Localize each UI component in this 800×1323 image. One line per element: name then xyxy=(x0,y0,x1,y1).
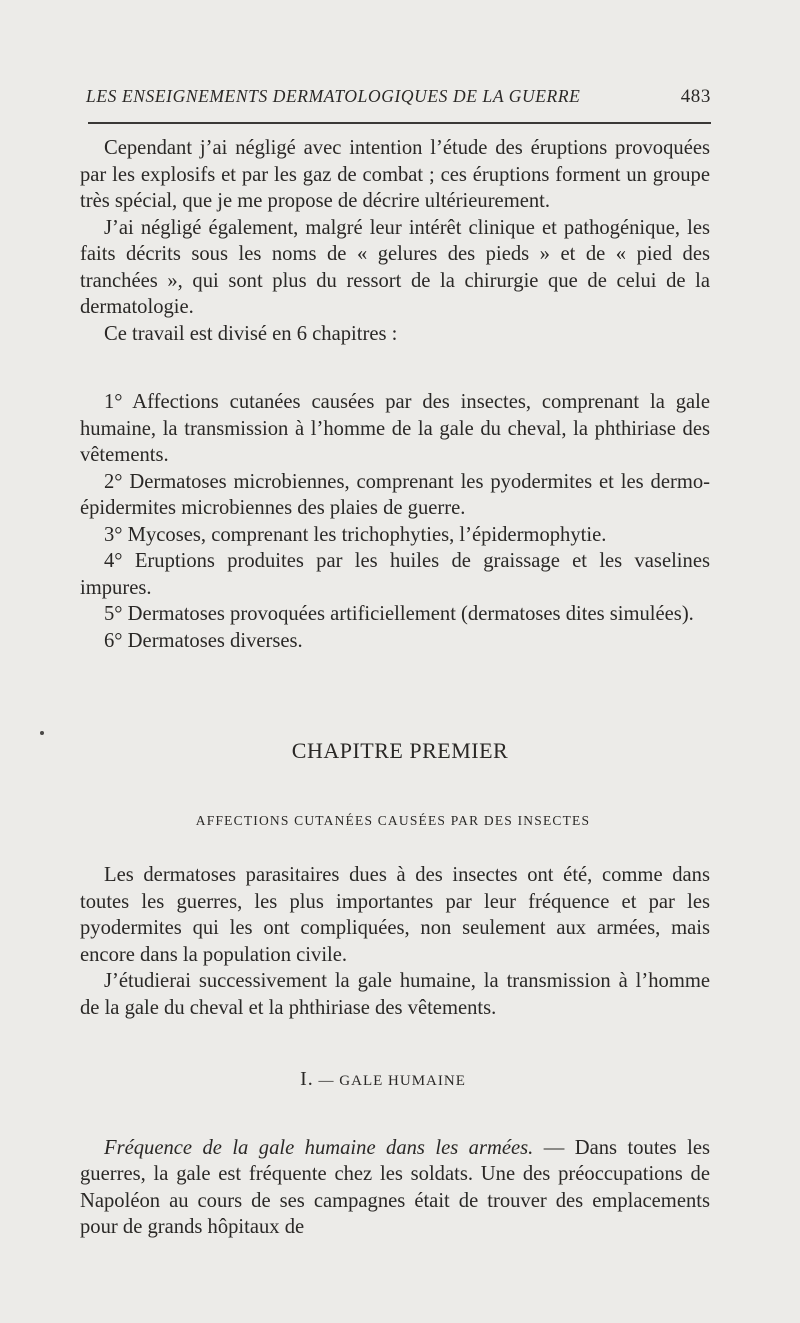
header-rule xyxy=(88,122,711,124)
section-lead: Fréquence de la gale humaine dans les armées. xyxy=(104,1136,534,1159)
page-number: 483 xyxy=(680,86,711,107)
chapter-list xyxy=(80,389,710,654)
intro-paragraph: J’ai négligé également, malgré leur intérêt clinique et pathogénique, les faits décrits sous les noms de « gelures des pieds » et de « pied des tranchées », qui sont plus du ressort de la chirurgie que de celui de la dermatologie. xyxy=(80,216,710,318)
running-title: LES ENSEIGNEMENTS DERMATOLOGIQUES DE LA GUERRE xyxy=(86,86,581,106)
chapter-text xyxy=(80,862,710,1021)
section-heading xyxy=(0,1068,766,1091)
intro-text xyxy=(80,135,710,347)
intro-paragraph: Ce travail est divisé en 6 chapitres : xyxy=(104,322,398,345)
list-item: 6° Dermatoses diverses. xyxy=(104,629,303,652)
chapter-heading: CHAPITRE PREMIER xyxy=(291,738,509,763)
section-title: GALE HUMAINE xyxy=(339,1073,466,1089)
list-item: 1° Affections cutanées causées par des insectes, comprenant la gale humaine, la transmission à l’homme de la gale du cheval, la phthiriase des vêtements. xyxy=(80,391,710,466)
section-number: I. xyxy=(300,1068,314,1090)
margin-mark xyxy=(40,731,44,735)
section-dash: — xyxy=(318,1073,335,1089)
section-separator: — xyxy=(533,1136,575,1159)
list-item: 2° Dermatoses microbiennes, comprenant les pyodermites et les dermo-épidermites microbiennes des plaies de guerre. xyxy=(80,470,710,519)
list-item: 5° Dermatoses provoquées artificiellement (dermatoses dites simulées). xyxy=(104,603,694,625)
chapter-paragraph: J’étudierai successivement la gale humaine, la transmission à l’homme de la gale du cheval et la phthiriase des vêtements. xyxy=(80,970,710,1019)
list-item: 4° Eruptions produites par les huiles de graissage et les vaselines impures. xyxy=(80,550,710,599)
chapter-paragraph: Les dermatoses parasitaires dues à des insectes ont été, comme dans toutes les guerres, les plus importantes par leur fréquence et par les pyodermites qui les ont compliquées, non seulement aux armées, mais encore dans la population civile. xyxy=(80,864,710,966)
chapter-subheading: AFFECTIONS CUTANÉES CAUSÉES PAR DES INSECTES xyxy=(195,813,591,828)
section-text: Dans toutes les guerres, la gale est fréquente chez les soldats. Une des préoccupations de Napoléon au cours de ses campagnes était de trouver des emplacements pour de grands hôpitaux de xyxy=(80,1136,710,1239)
section-paragraph xyxy=(80,1135,710,1241)
intro-paragraph: Cependant j’ai négligé avec intention l’étude des éruptions provoquées par les explosifs et par les gaz de combat ; ces éruptions forment un groupe très spécial, que je me propose de décrire ultérieurement. xyxy=(80,137,710,212)
list-item: 3° Mycoses, comprenant les trichophyties, l’épidermophytie. xyxy=(104,523,607,546)
